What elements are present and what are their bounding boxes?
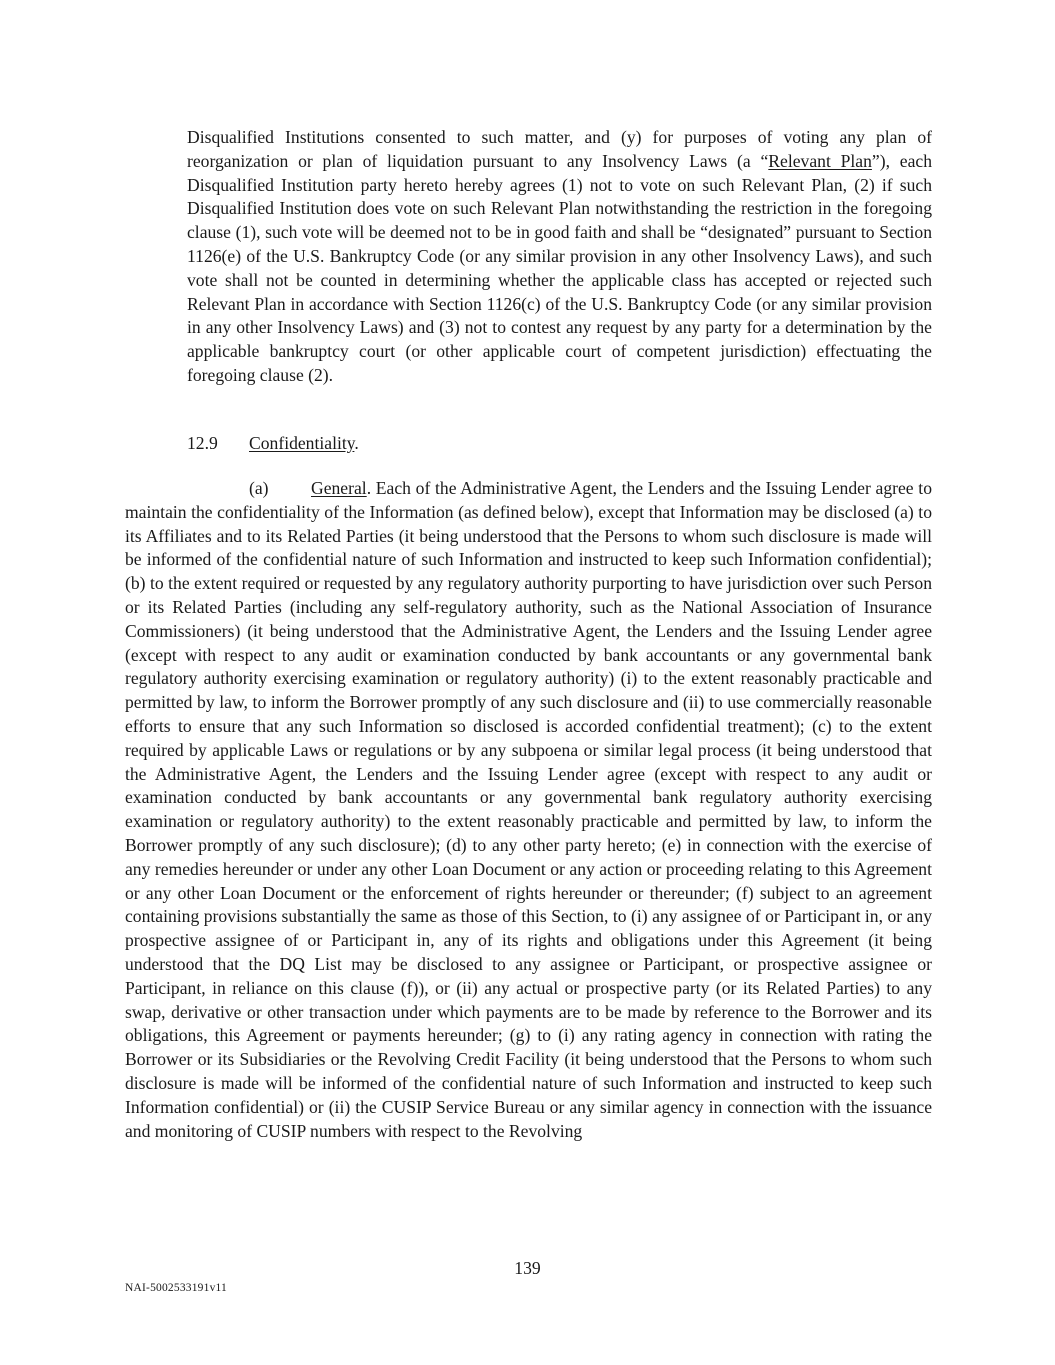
section-number: 12.9 (187, 433, 218, 453)
subsection-paragraph (125, 477, 932, 1143)
document-id: NAI-5002533191v11 (125, 1282, 227, 1294)
indented-paragraph (187, 126, 932, 388)
indented-paragraph-text-2: ”), each Disqualified Institution party hereto hereby agrees (1) not to vote on such Relevant Plan, (2) if such Disqualified Institution does vote on such Relevant Plan notwithstanding the restriction in the foregoing clause (1), such vote will be deemed not to be in good faith and shall be “designated” pursuant to Section 1126(e) of the U.S. Bankruptcy Code (or any similar provision in any other Insolvency Laws), and such vote shall not be counted in determining whether the applicable class has accepted or rejected such Relevant Plan in accordance with Section 1126(c) of the U.S. Bankruptcy Code (or any similar provision in any other Insolvency Laws) and (3) not to contest any request by any party for a determination by the applicable bankruptcy court (or other applicable court of competent jurisdiction) effectuating the foregoing clause (2). (187, 150, 932, 385)
subsection-title: General (311, 478, 367, 498)
indented-paragraph-text-1: Disqualified Institutions consented to such matter, and (y) for purposes of voting any plan of reorganization or plan of liquidation pursuant to any Insolvency Laws (a “ (187, 127, 932, 171)
page-number: 139 (514, 1258, 541, 1278)
subsection-text: Each of the Administrative Agent, the Lenders and the Issuing Lender agree to maintain the confidentiality of the Information (as defined below), except that Information may be disclosed (a) to its Affiliates and to its Related Parties (it being understood that the Persons to whom such disclosure is made will be informed of the confidential nature of such Information and instructed to keep such Information confidential); (b) to the extent required or requested by any regulatory authority purporting to have jurisdiction over such Person or its Related Parties (including any self-regulatory authority, such as the National Association of Insurance Commissioners) (it being understood that the Administrative Agent, the Lenders and the Issuing Lender agree (except with respect to any audit or examination conducted by bank accountants or any governmental bank regulatory authority exercising examination or regulatory authority) (i) to the extent reasonably practicable and permitted by law, to inform the Borrower promptly of any such disclosure and (ii) to use commercially reasonable efforts to ensure that any such Information so disclosed is accorded confidential treatment); (c) to the extent required by applicable Laws or regulations or by any subpoena or similar legal process (it being understood that the Administrative Agent, the Lenders and the Issuing Lender agree (except with respect to any audit or examination conducted by bank accountants or any governmental bank regulatory authority exercising examination or regulatory authority) to the extent reasonably practicable and permitted by law, to inform the Borrower promptly of any such disclosure); (d) to any other party hereto; (e) in connection with the exercise of any remedies hereunder or under any other Loan Document or any action or proceeding relating to this Agreement or any other Loan Document or the enforcement of rights hereunder or thereunder; (f) subject to an agreement containing provisions substantially the same as those of this Section, to (i) any assignee of or Participant in, or any prospective assignee of or Participant in, any of its rights and obligations under this Agreement (it being understood that the DQ List may be disclosed to any assignee or Participant, or prospective assignee or Participant, in reliance on this clause (f)), or (ii) any actual or prospective party (or its Related Parties) to any swap, derivative or other transaction under which payments are to be made by reference to the Borrower and its obligations, this Agreement or payments hereunder; (g) to (i) any rating agency in connection with rating the Borrower or its Subsidiaries or the Revolving Credit Facility (it being understood that the Persons to whom such disclosure is made will be informed of the confidential nature of such Information and instructed to keep such Information confidential) or (ii) the CUSIP Service Bureau or any similar agency in connection with the issuance and monitoring of CUSIP numbers with respect to the Revolving (125, 478, 932, 1141)
defined-term-relevant-plan: Relevant Plan (768, 150, 872, 171)
subsection-label: (a) (249, 478, 269, 498)
section-heading (187, 432, 359, 456)
section-title-suffix: . (354, 433, 359, 453)
subsection-title-suffix: . (366, 478, 372, 498)
section-title: Confidentiality (249, 433, 355, 453)
